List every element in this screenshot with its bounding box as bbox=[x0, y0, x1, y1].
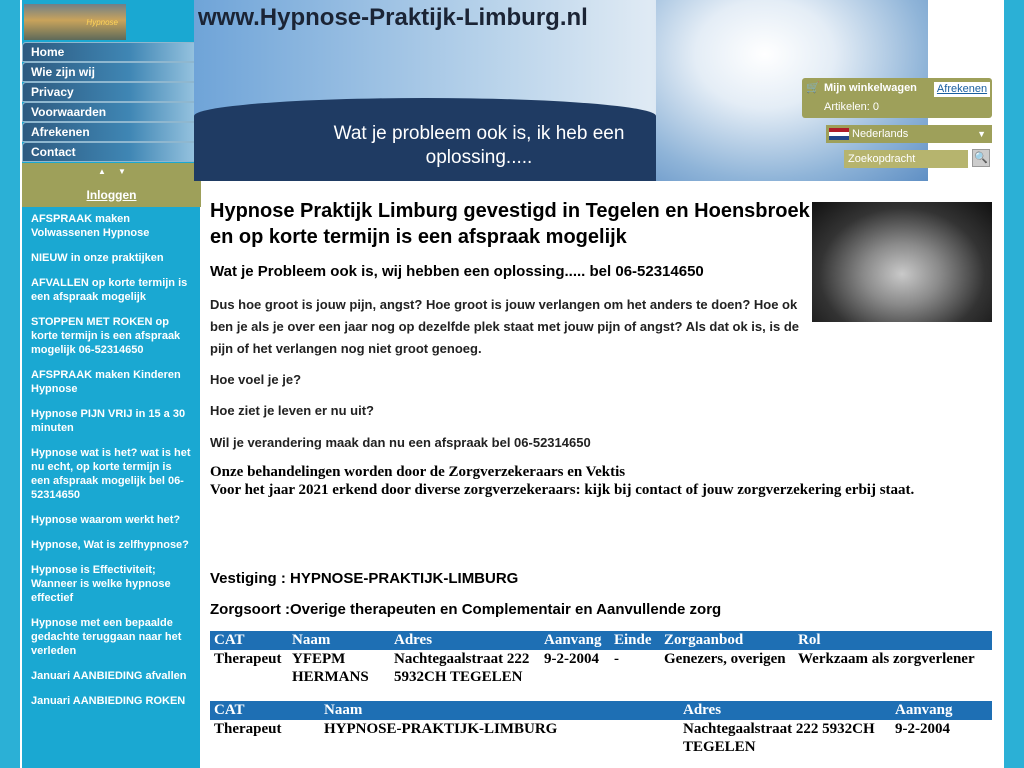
sidebar-link[interactable]: Januari AANBIEDING afvallen bbox=[31, 670, 187, 682]
table-cell: 9-2-2004 bbox=[544, 651, 599, 667]
hands-photo bbox=[812, 202, 992, 322]
nav-contact[interactable]: Contact bbox=[22, 142, 201, 162]
sidebar-link[interactable]: Hypnose, Wat is zelfhypnose? bbox=[31, 539, 189, 551]
question-2: Hoe ziet je leven er nu uit? bbox=[210, 403, 374, 418]
cart-items: Artikelen: 0 bbox=[824, 101, 880, 113]
table-header: Rol bbox=[794, 631, 992, 650]
insurance-line-1: Onze behandelingen worden door de Zorgverzekeraars en Vektis bbox=[210, 464, 626, 480]
question-3: Wil je verandering maak dan nu een afspraak bel 06-52314650 bbox=[210, 435, 591, 450]
intro-paragraph: Dus hoe groot is jouw pijn, angst? Hoe groot is jouw verlangen om het anders te doen? Hoe ok ben je als je over een jaar nog op dezelfde plek staat met jouw pijn of angst? Als dat ok is, is de pijn of het verlangen nog niet groot genoeg. bbox=[210, 297, 799, 356]
vestiging: Vestiging : HYPNOSE-PRAKTIJK-LIMBURG bbox=[210, 570, 519, 587]
zorgsoort: Zorgsoort :Overige therapeuten en Complementair en Aanvullende zorg bbox=[210, 601, 722, 618]
question-1: Hoe voel je je? bbox=[210, 372, 302, 387]
table-cell: YFEPM HERMANS bbox=[292, 651, 369, 685]
cart-title[interactable]: Mijn winkelwagen bbox=[824, 82, 917, 94]
table-cell: - bbox=[614, 651, 619, 667]
table-header: Aanvang bbox=[891, 701, 992, 720]
sidebar-link[interactable]: AFVALLEN op korte termijn is een afspraak mogelijk bbox=[31, 277, 188, 303]
table-cell: Werkzaam als zorgverlener bbox=[798, 651, 975, 667]
table-row bbox=[210, 720, 992, 756]
table-header: Adres bbox=[679, 701, 891, 720]
sidebar-link[interactable]: Hypnose PIJN VRIJ in 15 a 30 minuten bbox=[31, 408, 186, 434]
table-cell: Therapeut bbox=[214, 651, 282, 667]
table-header: CAT bbox=[210, 631, 288, 650]
arrow-down-icon[interactable]: ▼ bbox=[118, 167, 126, 176]
sidebar-link[interactable]: Hypnose waarom werkt het? bbox=[31, 514, 181, 526]
table-cell: Nachtegaalstraat 222 5932CH TEGELEN bbox=[683, 721, 875, 755]
sidebar bbox=[22, 0, 200, 768]
search-icon[interactable]: 🔍 bbox=[972, 149, 990, 167]
arrow-up-icon[interactable]: ▲ bbox=[98, 167, 106, 176]
language-select[interactable] bbox=[826, 125, 992, 143]
language-label: Nederlands bbox=[852, 128, 909, 140]
table-header: Einde bbox=[610, 631, 660, 650]
cart-icon[interactable]: 🛒 bbox=[806, 82, 820, 94]
sidebar-link[interactable]: STOPPEN MET ROKEN op korte termijn is een afspraak mogelijk 06-52314650 bbox=[31, 316, 181, 356]
shopping-cart bbox=[802, 78, 992, 118]
sidebar-link[interactable]: Hypnose is Effectiviteit; Wanneer is welke hypnose effectief bbox=[31, 564, 171, 604]
search-input[interactable]: Zoekopdracht bbox=[844, 150, 968, 168]
table-cell: HYPNOSE-PRAKTIJK-LIMBURG bbox=[324, 721, 558, 737]
slogan: Wat je probleem ook is, ik heb een oplossing..... bbox=[333, 123, 625, 168]
table-header: Zorgaanbod bbox=[660, 631, 794, 650]
sidebar-link[interactable]: NIEUW in onze praktijken bbox=[31, 252, 164, 264]
table-row bbox=[210, 650, 992, 686]
nav-home[interactable]: Home bbox=[22, 42, 201, 62]
table-header-row bbox=[210, 631, 992, 650]
registration-table-1 bbox=[210, 631, 992, 686]
sidebar-link[interactable]: AFSPRAAK maken Kinderen Hypnose bbox=[31, 369, 181, 395]
table-header-row bbox=[210, 701, 992, 720]
table-header: Adres bbox=[390, 631, 540, 650]
insurance-line-2: Voor het jaar 2021 erkend door diverse zorgverzekeraars: kijk bij contact of jouw zorgverzekering erbij staat. bbox=[210, 482, 915, 498]
sidebar-link[interactable]: AFSPRAAK maken Volwassenen Hypnose bbox=[31, 213, 150, 239]
dutch-flag-icon bbox=[829, 128, 849, 140]
nav-scroll-area bbox=[22, 163, 201, 207]
site-title: www.Hypnose-Praktijk-Limburg.nl bbox=[198, 4, 588, 31]
sidebar-link[interactable]: Hypnose wat is het? wat is het nu echt, op korte termijn is een afspraak mogelijk bel 06-52314650 bbox=[31, 447, 191, 501]
page-heading: Hypnose Praktijk Limburg gevestigd in Tegelen en Hoensbroek en op korte termijn is een afspraak mogelijk bbox=[210, 200, 810, 248]
table-header: Naam bbox=[320, 701, 679, 720]
nav-afrekenen[interactable]: Afrekenen bbox=[22, 122, 201, 142]
page bbox=[20, 0, 1004, 768]
table-cell: Nachtegaalstraat 222 5932CH TEGELEN bbox=[394, 651, 530, 685]
table-header: CAT bbox=[210, 701, 320, 720]
sidebar-links bbox=[31, 212, 191, 719]
sidebar-link[interactable]: Hypnose met een bepaalde gedachte teruggaan naar het verleden bbox=[31, 617, 182, 657]
table-cell: 9-2-2004 bbox=[895, 721, 950, 737]
sidebar-link[interactable]: Januari AANBIEDING ROKEN bbox=[31, 695, 186, 707]
registration-table-2 bbox=[210, 701, 992, 756]
top-nav bbox=[22, 42, 201, 162]
nav-voorwaarden[interactable]: Voorwaarden bbox=[22, 102, 201, 122]
subheading: Wat je Probleem ook is, wij hebben een oplossing..... bel 06-52314650 bbox=[210, 263, 704, 280]
nav-wie-zijn-wij[interactable]: Wie zijn wij bbox=[22, 62, 201, 82]
table-header: Aanvang bbox=[540, 631, 610, 650]
nav-privacy[interactable]: Privacy bbox=[22, 82, 201, 102]
chevron-down-icon: ▼ bbox=[977, 129, 986, 139]
login-link[interactable]: Inloggen bbox=[86, 188, 137, 202]
logo-text: Hypnose bbox=[86, 18, 118, 27]
logo[interactable] bbox=[24, 4, 126, 40]
checkout-link[interactable]: Afrekenen bbox=[934, 82, 990, 97]
table-header: Naam bbox=[288, 631, 390, 650]
table-cell: Therapeut bbox=[214, 721, 282, 737]
table-cell: Genezers, overigen bbox=[664, 651, 786, 667]
